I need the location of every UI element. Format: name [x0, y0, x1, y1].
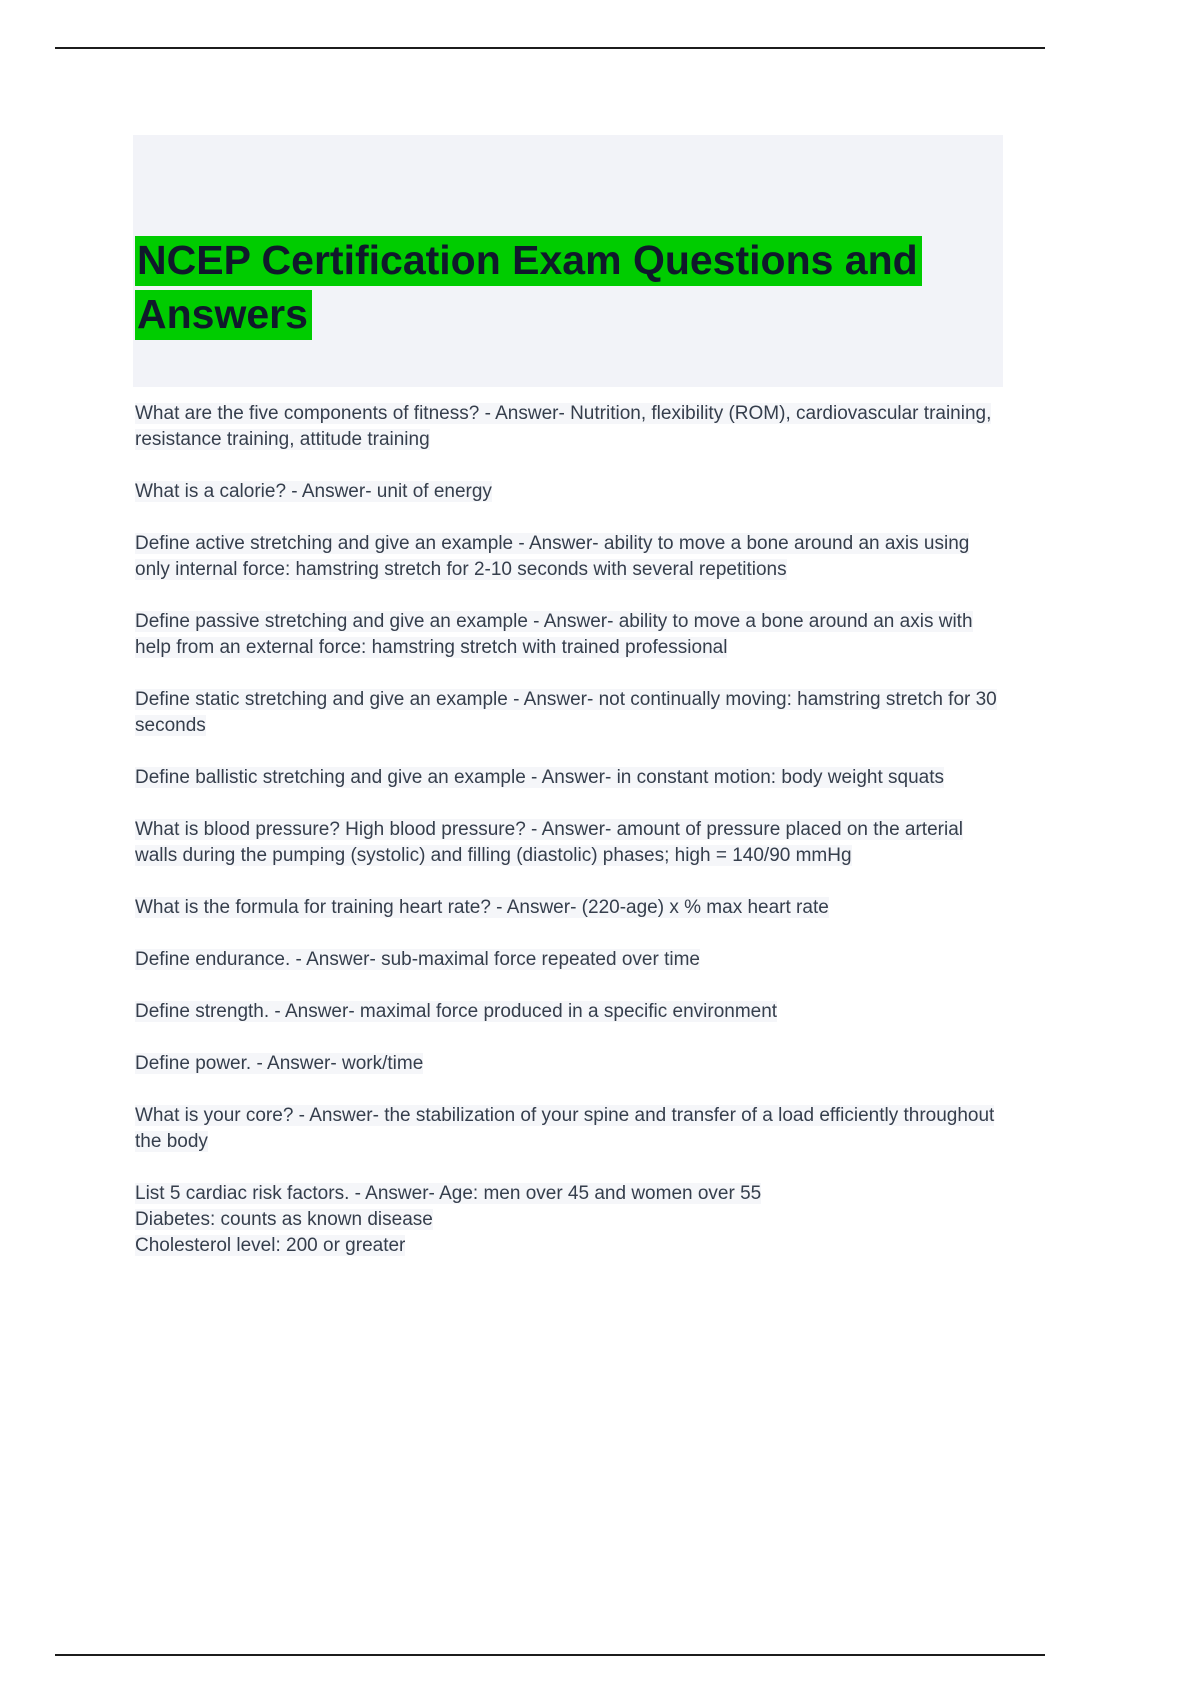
top-divider	[55, 47, 1045, 49]
title-block	[133, 135, 1003, 387]
document-content	[133, 135, 1003, 1259]
qa-text: What are the five components of fitness? - Answer- Nutrition, flexibility (ROM), cardiovascular training, resistance training, attitude training	[135, 403, 992, 450]
qa-list	[133, 401, 1003, 1259]
bottom-divider	[55, 1654, 1045, 1656]
qa-item	[135, 687, 1003, 739]
qa-item	[135, 817, 1003, 869]
qa-text: Define power. - Answer- work/time	[135, 1053, 424, 1074]
qa-text: Define static stretching and give an example - Answer- not continually moving: hamstring stretch for 30 seconds	[135, 689, 997, 736]
qa-item	[135, 765, 1003, 791]
qa-text-line: Cholesterol level: 200 or greater	[135, 1235, 406, 1256]
qa-text: What is your core? - Answer- the stabilization of your spine and transfer of a load efficiently throughout the body	[135, 1105, 995, 1152]
qa-text: What is a calorie? - Answer- unit of energy	[135, 481, 492, 502]
qa-text: What is blood pressure? High blood pressure? - Answer- amount of pressure placed on the arterial walls during the pumping (systolic) and filling (diastolic) phases; high = 140/90 mmHg	[135, 819, 963, 866]
qa-item	[135, 1103, 1003, 1155]
qa-item	[135, 947, 1003, 973]
qa-text: Define endurance. - Answer- sub-maximal force repeated over time	[135, 949, 700, 970]
qa-item	[135, 1051, 1003, 1077]
qa-text: What is the formula for training heart rate? - Answer- (220-age) x % max heart rate	[135, 897, 829, 918]
document-title-highlight: NCEP Certification Exam Questions and Answers	[135, 236, 922, 340]
qa-item	[135, 479, 1003, 505]
qa-text-line: Diabetes: counts as known disease	[135, 1209, 433, 1230]
qa-text: Define active stretching and give an example - Answer- ability to move a bone around an axis using only internal force: hamstring stretch for 2-10 seconds with several repetitions	[135, 533, 970, 580]
qa-text-line: List 5 cardiac risk factors. - Answer- Age: men over 45 and women over 55	[135, 1183, 762, 1204]
document-title	[135, 233, 1003, 341]
qa-text: Define strength. - Answer- maximal force produced in a specific environment	[135, 1001, 778, 1022]
qa-text: Define passive stretching and give an example - Answer- ability to move a bone around an axis with help from an external force: hamstring stretch with trained professional	[135, 611, 973, 658]
qa-item	[135, 609, 1003, 661]
qa-item	[135, 895, 1003, 921]
qa-text: Define ballistic stretching and give an example - Answer- in constant motion: body weight squats	[135, 767, 944, 788]
qa-item	[135, 531, 1003, 583]
qa-item	[135, 999, 1003, 1025]
qa-item-cardiac-risk-factors	[135, 1181, 1003, 1259]
qa-item	[135, 401, 1003, 453]
